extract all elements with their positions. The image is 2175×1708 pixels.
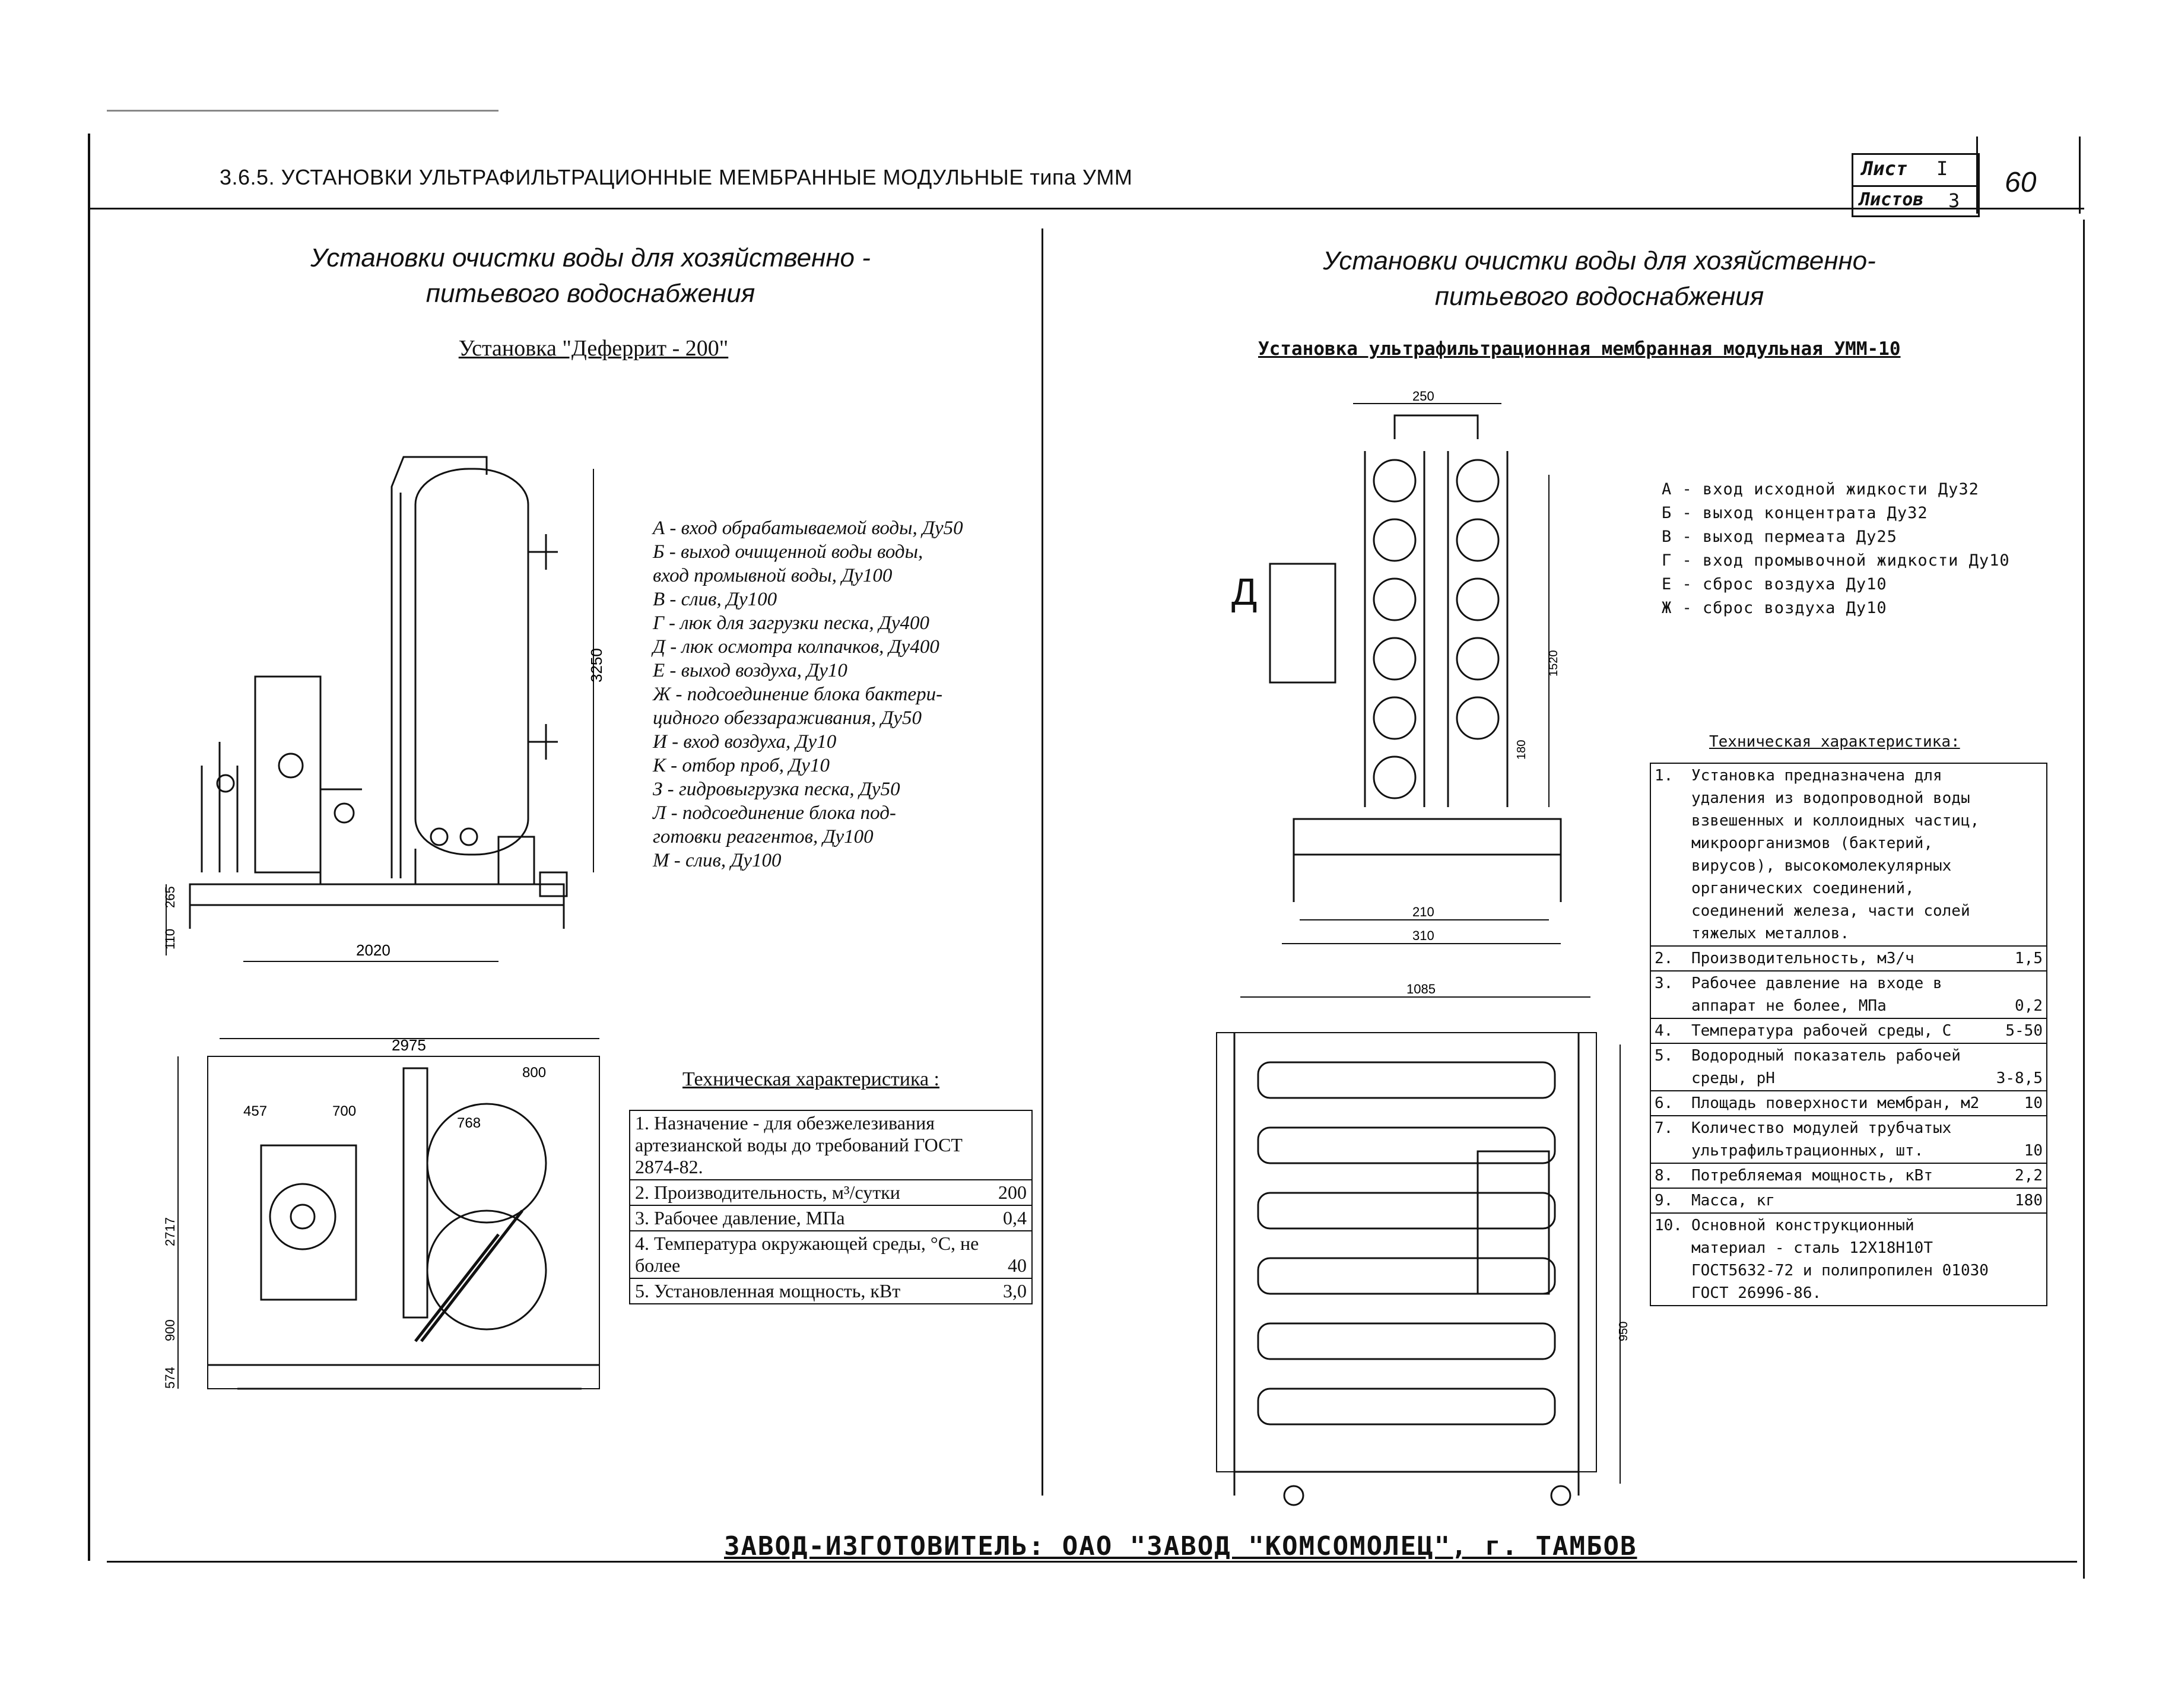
- spec-value: 1,5: [2015, 950, 2043, 967]
- table-row: [630, 1231, 1032, 1278]
- spec-text: Масса, кг: [1691, 1192, 1775, 1209]
- dim-210-label: 210: [1412, 904, 1434, 919]
- spec-text: Установленная мощность, кВт: [654, 1280, 901, 1301]
- spec-text: Производительность, м3/ч: [1691, 950, 1914, 967]
- spec-num: 5.: [635, 1280, 649, 1301]
- spec-num: 6.: [1655, 1094, 1674, 1112]
- legend-item-b: Б - выход очищенной воды воды,: [653, 541, 923, 563]
- spec-value: 0,2: [2015, 997, 2043, 1015]
- right-unit-title: Установка ультрафильтрационная мембранная модульная УММ-10: [1258, 338, 1901, 360]
- legend-item-zh-cont: цидного обеззараживания, Ду50: [653, 707, 922, 729]
- spec-value: 5-50: [2005, 1022, 2043, 1040]
- dim-950-label: 950: [1617, 1321, 1630, 1341]
- legend-item-zh: Ж - сброс воздуха Ду10: [1662, 599, 1887, 617]
- frame-right-border: [2083, 220, 2085, 1579]
- spec-value: 3-8,5: [1996, 1069, 2043, 1087]
- spec-text: Количество модулей трубчатых ультрафильтрационных, шт.: [1691, 1119, 1952, 1160]
- table-row: [1650, 1018, 2047, 1043]
- spec-value: 2,2: [2015, 1167, 2043, 1185]
- skid-base-shape: [1294, 819, 1561, 855]
- spec-num: 3.: [1655, 974, 1674, 992]
- small-vessel-shape: [255, 677, 320, 872]
- frame-left-border: [88, 134, 90, 1561]
- sheet-number: I: [1936, 157, 1948, 180]
- legend-item-b: Б - выход концентрата Ду32: [1662, 504, 1928, 522]
- dim-height-label: 3250: [588, 648, 605, 682]
- legend-item-g: Г - люк для загрузки песка, Ду400: [653, 612, 929, 634]
- top-scan-dash: [107, 110, 498, 112]
- spec-value: 0,4: [1003, 1207, 1027, 1228]
- spec-value: 40: [1008, 1255, 1027, 1276]
- table-row: [1650, 763, 2047, 946]
- right-section-title-line2: питьевого водоснабжения: [1434, 282, 1764, 311]
- spec-value: 180: [2015, 1192, 2043, 1209]
- spec-num: 5.: [1655, 1047, 1674, 1065]
- dim-1085-label: 1085: [1406, 982, 1436, 996]
- legend-item-z: З - гидровыгрузка песка, Ду50: [653, 779, 900, 800]
- left-section-title: [249, 240, 932, 312]
- right-spec-title: Техническая характеристика:: [1709, 733, 1960, 751]
- spec-num: 2.: [635, 1182, 649, 1203]
- page-number-box: [1976, 136, 2081, 214]
- spec-num: 10.: [1655, 1217, 1682, 1234]
- dim-plan-574-label: 574: [163, 1367, 177, 1389]
- legend-item-k: К - отбор проб, Ду10: [653, 755, 830, 776]
- dim-310-label: 310: [1412, 928, 1434, 943]
- left-section-title-line1: Установки очистки воды для хозяйственно -: [310, 243, 871, 272]
- dim-180-label: 180: [1515, 739, 1528, 760]
- legend-item-e: Е - сброс воздуха Ду10: [1662, 575, 1887, 593]
- left-legend: [653, 516, 963, 872]
- legend-item-g: Г - вход промывочной жидкости Ду10: [1662, 551, 2010, 570]
- legend-item-l-cont: готовки реагентов, Ду100: [653, 826, 874, 847]
- right-spec-table: [1650, 763, 2047, 1306]
- table-row: [1650, 1116, 2047, 1163]
- view-label-d: Д: [1231, 570, 1258, 613]
- spec-num: 1.: [1655, 767, 1674, 785]
- spec-num: 7.: [1655, 1119, 1674, 1137]
- legend-item-zh: Ж - подсоединение блока бактери-: [653, 684, 943, 705]
- spec-num: 4.: [635, 1233, 649, 1254]
- spec-num: 2.: [1655, 950, 1674, 967]
- control-box-shape: [1478, 1151, 1549, 1294]
- dim-250-label: 250: [1412, 389, 1434, 404]
- sheet-label: Лист: [1862, 157, 1908, 180]
- sheet-number-box: [1852, 153, 1980, 186]
- dim-plan-900-label: 900: [163, 1319, 177, 1341]
- spec-text: Установка предназначена для удаления из водопроводной воды взвешенных и коллоидных частиц, микроорганизмов (бактерий, вирусов), высокомолекулярных органических соединений, соединений железа, части солей тяжелых металлов.: [1691, 767, 1980, 942]
- left-unit-title: Установка "Деферрит - 200": [458, 336, 729, 361]
- spec-num: 4.: [1655, 1022, 1674, 1040]
- table-row: [1650, 1091, 2047, 1116]
- dim-width-label: 2020: [356, 941, 390, 959]
- table-row: [1650, 1163, 2047, 1188]
- deferrit-front-view-drawing: [163, 433, 641, 979]
- table-row: [1650, 971, 2047, 1018]
- legend-item-a: А - вход исходной жидкости Ду32: [1662, 480, 1979, 499]
- dim-plan-2717-label: 2717: [163, 1217, 177, 1246]
- table-row: [630, 1180, 1032, 1205]
- legend-item-l: Л - подсоединение блока под-: [653, 802, 896, 824]
- spec-text: Температура окружающей среды, °С, не более: [635, 1233, 979, 1276]
- legend-item-e: Е - выход воздуха, Ду10: [653, 660, 847, 681]
- legend-item-v: В - выход пермеата Ду25: [1662, 528, 1897, 546]
- page-number: 60: [2005, 167, 2037, 198]
- spec-text: Площадь поверхности мембран, м2: [1691, 1094, 1980, 1112]
- control-cabinet-shape: [1270, 564, 1335, 682]
- base-frame-shape: [190, 884, 564, 905]
- sheets-label: Листов: [1859, 189, 1924, 210]
- right-section-title: [1258, 243, 1941, 315]
- spec-text: Водородный показатель рабочей среды, рН: [1691, 1047, 1961, 1087]
- legend-item-i: И - вход воздуха, Ду10: [653, 731, 837, 753]
- spec-value: 10: [2024, 1094, 2043, 1112]
- table-row: [1650, 946, 2047, 971]
- table-row: [1650, 1043, 2047, 1091]
- legend-item-d: Д - люк осмотра колпачков, Ду400: [653, 636, 939, 658]
- table-row: [1650, 1188, 2047, 1213]
- dim-plan-700-label: 700: [332, 1103, 357, 1119]
- center-divider: [1042, 228, 1043, 1496]
- spec-text: Потребляемая мощность, кВт: [1691, 1167, 1933, 1185]
- left-spec-table: [629, 1110, 1033, 1304]
- tank-top-circle: [427, 1104, 546, 1223]
- manufacturer-footer: ЗАВОД-ИЗГОТОВИТЕЛЬ: ОАО "ЗАВОД "КОМСОМОЛЕЦ", г. ТАМБОВ: [724, 1531, 1637, 1561]
- dim-1520-label: 1520: [1547, 650, 1560, 677]
- table-row: [630, 1110, 1032, 1180]
- dim-plan-768-label: 768: [457, 1115, 481, 1131]
- left-section-title-line2: питьевого водоснабжения: [426, 279, 755, 308]
- spec-num: 8.: [1655, 1167, 1674, 1185]
- sheets-total-box: [1852, 185, 1980, 217]
- table-row: [630, 1278, 1032, 1304]
- dim-110-label: 110: [163, 928, 177, 950]
- spec-text: Рабочее давление на входе в аппарат не более, МПа: [1691, 974, 1942, 1015]
- left-spec-title: Техническая характеристика :: [682, 1068, 940, 1090]
- dim-plan-width-label: 2975: [392, 1036, 426, 1054]
- spec-text: Основной конструкционный материал - сталь 12Х18Н10Т ГОСТ5632-72 и полипропилен 01030 ГОСТ 26996-86.: [1691, 1217, 1989, 1302]
- spec-text: Температура рабочей среды, С: [1691, 1022, 1952, 1040]
- sheets-total: 3: [1948, 189, 1960, 212]
- spec-num: 1.: [635, 1112, 649, 1134]
- spec-text: Рабочее давление, МПа: [654, 1207, 845, 1228]
- filter-tank-shape: [415, 469, 528, 855]
- spec-value: 200: [998, 1182, 1027, 1203]
- spec-text: Производительность, м³/сутки: [654, 1182, 900, 1203]
- table-row: [630, 1205, 1032, 1231]
- legend-item-a: А - вход обрабатываемой воды, Ду50: [653, 518, 963, 539]
- header-bottom-rule: [90, 208, 2084, 209]
- spec-num: 3.: [635, 1207, 649, 1228]
- dim-plan-800-label: 800: [522, 1065, 547, 1081]
- legend-item-m: М - слив, Ду100: [653, 850, 782, 871]
- dim-plan-457-label: 457: [243, 1103, 268, 1119]
- umm10-side-view-drawing: [1181, 982, 1632, 1519]
- right-legend: [1662, 478, 2010, 620]
- table-row: [1650, 1213, 2047, 1306]
- deferrit-plan-view-drawing: [163, 1033, 629, 1412]
- spec-num: 9.: [1655, 1192, 1674, 1209]
- header-title: 3.6.5. УСТАНОВКИ УЛЬТРАФИЛЬТРАЦИОННЫЕ МЕМБРАННЫЕ МОДУЛЬНЫЕ типа УММ: [220, 165, 1133, 189]
- spec-value: 10: [2024, 1142, 2043, 1160]
- umm10-front-view-drawing: [1217, 389, 1632, 961]
- spec-value: 3,0: [1003, 1280, 1027, 1301]
- dim-265-label: 265: [163, 886, 177, 908]
- legend-item-b-cont: вход промывной воды, Ду100: [653, 565, 893, 586]
- legend-item-v: В - слив, Ду100: [653, 589, 777, 610]
- right-section-title-line1: Установки очистки воды для хозяйственно-: [1323, 246, 1876, 275]
- spec-text: Назначение - для обезжелезивания артезианской воды до требований ГОСТ 2874-82.: [635, 1112, 963, 1177]
